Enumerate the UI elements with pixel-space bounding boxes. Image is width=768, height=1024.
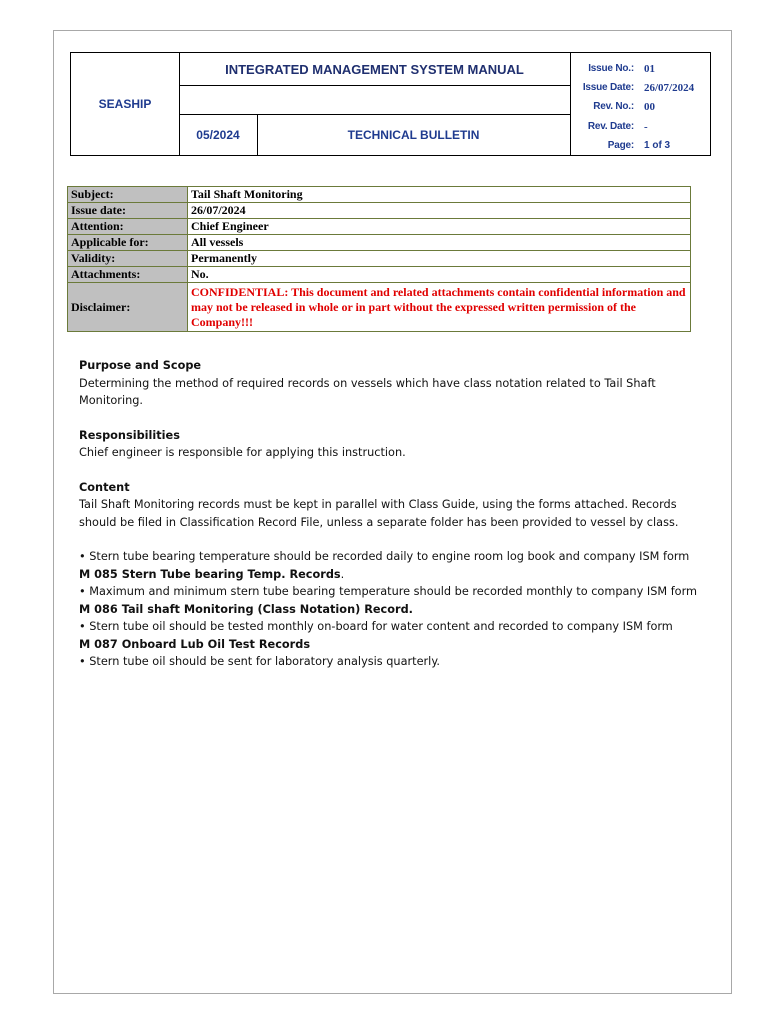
purpose-heading: Purpose and Scope xyxy=(79,359,202,372)
meta-page: Page: 1 of 3 xyxy=(607,140,671,151)
validity-label: Validity: xyxy=(68,251,188,267)
meta-issue-date: Issue Date: 26/07/2024 xyxy=(582,82,695,94)
table-row xyxy=(68,251,691,267)
company-name: SEASHIP xyxy=(98,97,152,111)
table-row xyxy=(68,219,691,235)
applicable-value: All vessels xyxy=(188,235,691,251)
disclaimer-label: Disclaimer: xyxy=(68,283,188,332)
doc-type: TECHNICAL BULLETIN xyxy=(347,127,480,142)
meta-rev-no: Rev. No.: 00 xyxy=(593,101,655,113)
bulletin-info-table xyxy=(67,186,691,332)
document-header xyxy=(70,52,711,156)
responsibilities-heading: Responsibilities xyxy=(79,428,180,442)
list-item: • Stern tube oil should be tested monthly on-board for water content and recorded to company ISM form M 087 Onboard Lub Oil Test Records xyxy=(79,620,673,651)
applicable-label: Applicable for: xyxy=(68,235,188,251)
subject-label: Subject: xyxy=(68,187,188,203)
disclaimer-value: CONFIDENTIAL: This document and related attachments contain confidential information and may not be released in whole or in part without the expressed written permission of the Company!!! xyxy=(188,283,691,332)
validity-value: Permanently xyxy=(188,251,691,267)
manual-title: INTEGRATED MANAGEMENT SYSTEM MANUAL xyxy=(225,61,524,77)
list-item: • Stern tube bearing temperature should be recorded daily to engine room log book and company ISM form M 085 Stern Tube bearing Temp. Records. xyxy=(79,550,690,581)
meta-rev-date: Rev. Date: - xyxy=(587,121,648,133)
subject-value: Tail Shaft Monitoring xyxy=(188,187,691,203)
purpose-text: Determining the method of required records on vessels which have class notation related to Tail Shaft Monitoring. xyxy=(79,376,656,407)
table-row xyxy=(68,267,691,283)
attachments-value: No. xyxy=(188,267,691,283)
content-text: Tail Shaft Monitoring records must be kept in parallel with Class Guide, using the forms attached. Records should be filed in Classification Record File, unless a separate folder has been provided to vessel by class. xyxy=(79,498,679,529)
meta-issue-no: Issue No.: 01 xyxy=(588,63,655,75)
table-row xyxy=(68,187,691,203)
attachments-label: Attachments: xyxy=(68,267,188,283)
responsibilities-text: Chief engineer is responsible for applying this instruction. xyxy=(79,446,406,459)
doc-number: 05/2024 xyxy=(196,127,240,142)
content-heading: Content xyxy=(79,480,130,494)
table-row xyxy=(68,235,691,251)
issue-date-label: Issue date: xyxy=(68,203,188,219)
list-item: • Stern tube oil should be sent for laboratory analysis quarterly. xyxy=(79,655,440,668)
bulletin-body xyxy=(79,357,704,671)
issue-date-value: 26/07/2024 xyxy=(188,203,691,219)
list-item: • Maximum and minimum stern tube bearing temperature should be recorded monthly to company ISM form M 086 Tail shaft Monitoring (Class Notation) Record. xyxy=(79,585,698,616)
attention-value: Chief Engineer xyxy=(188,219,691,235)
attention-label: Attention: xyxy=(68,219,188,235)
table-row xyxy=(68,283,691,332)
table-row xyxy=(68,203,691,219)
